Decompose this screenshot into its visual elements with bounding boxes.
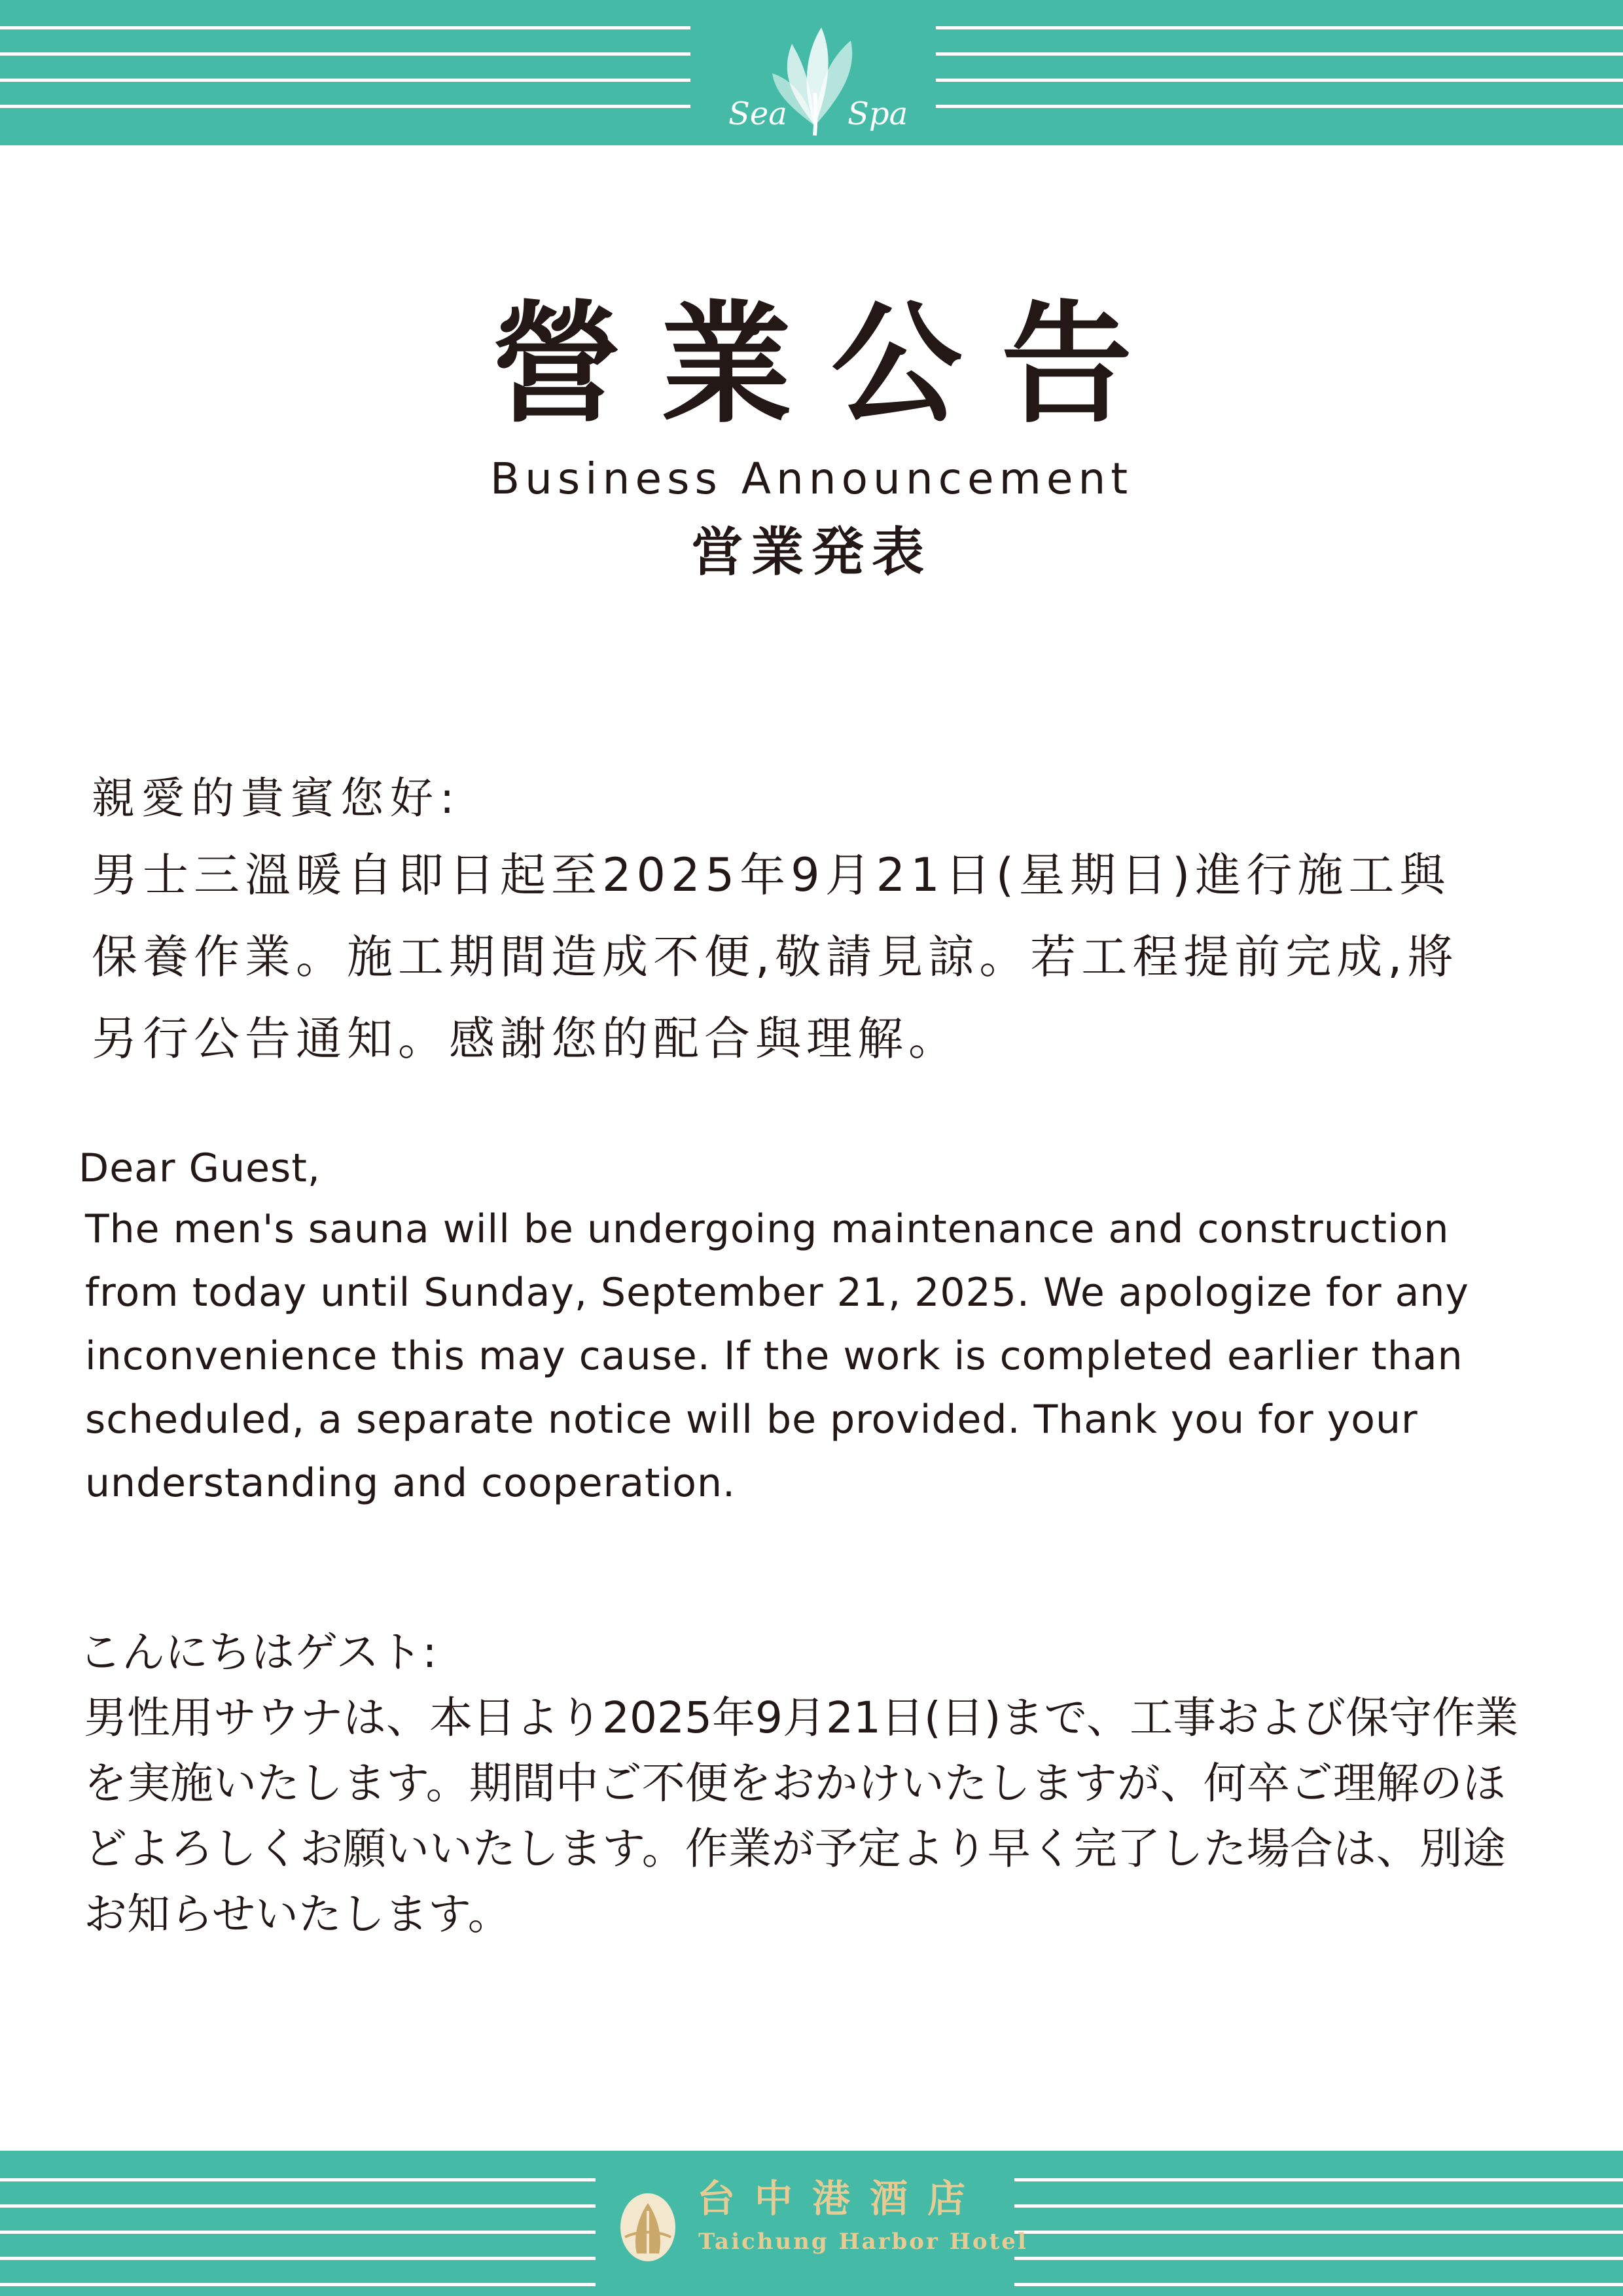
- notice-en-body: The men's sauna will be undergoing maintenance and construction from today until Sunday, September 21, 2025. We apologize for any inconvenience this may cause. If the work is completed earlier than scheduled, a separate notice will be provided. Thank you for your understanding and cooperation.: [85, 1206, 1469, 1506]
- header-stripes-right: [936, 0, 1623, 145]
- hotel-name-zh: 台中港酒店: [697, 2176, 986, 2221]
- notice-ja-body: 男性用サウナは、本日より2025年9月21日(日)まで、工事および保守作業を実施いたします。期間中ご不便をおかけいたしますが、何卒ご理解のほどよろしくお願いいたします。作業が予定より早く完了した場合は、別途お知らせいたします。: [84, 1693, 1519, 1939]
- page-title-ja: 営業発表: [691, 522, 932, 583]
- notice-zh: [92, 769, 1544, 1080]
- hotel-emblem-icon: [618, 2191, 677, 2263]
- hotel-logo: [618, 2176, 1028, 2269]
- notice-ja: [79, 1620, 1544, 1947]
- page-title-zh: 營業公告: [490, 289, 1171, 441]
- header-band: [0, 0, 1623, 145]
- notice-zh-body: 男士三溫暖自即日起至2025年9月21日(星期日)進行施工與保養作業。施工期間造成不便,敬請見諒。若工程提前完成,將另行公告通知。感謝您的配合與理解。: [92, 848, 1459, 1066]
- footer-stripes-right: [1014, 2151, 1623, 2296]
- notice-en-greeting: Dear Guest,: [79, 1145, 321, 1191]
- notice-zh-greeting: 親愛的貴賓您好:: [92, 773, 461, 823]
- logo-word-sea: Sea: [728, 96, 787, 132]
- logo-word-spa: Spa: [847, 96, 908, 132]
- header-stripes-left: [0, 0, 690, 145]
- hotel-name-en: Taichung Harbor Hotel: [698, 2229, 1028, 2255]
- footer-band: [0, 2151, 1623, 2296]
- notice-en: [79, 1139, 1544, 1515]
- notice-ja-greeting: こんにちはゲスト:: [79, 1627, 437, 1677]
- page-title-en: Business Announcement: [490, 454, 1133, 504]
- sea-spa-logo: [717, 14, 913, 139]
- footer-stripes-left: [0, 2151, 596, 2296]
